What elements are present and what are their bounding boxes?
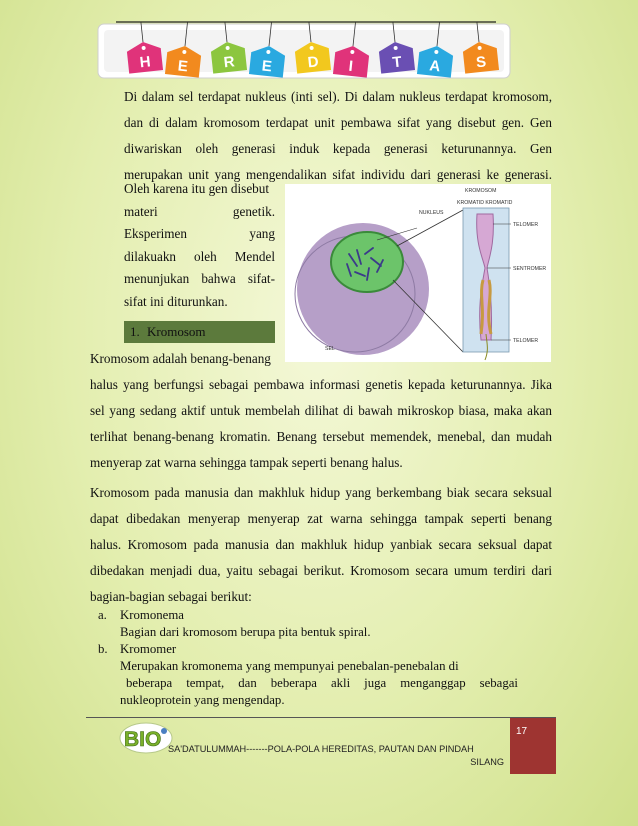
para2-line-5: bagian-bagian sebagai berikut: [90, 589, 252, 604]
tag-letter: A [428, 57, 442, 76]
para1-line-5: menyerap zat warna sehingga tampak seperti benang halus. [90, 455, 403, 470]
narrow-line-1: Oleh karena itu gen disebut [124, 181, 270, 196]
list-line: beberapa tempat, dan beberapa akli juga menganggap sebagai [126, 676, 518, 690]
list-item [98, 641, 518, 709]
narrow-line-5: menunjukan bahwa sifat- [124, 271, 275, 286]
para2-line-1: Kromosom pada manusia dan makhluk hidup yang berkembang biak secara seksual [90, 485, 552, 500]
tag-letter: E [176, 57, 189, 76]
list-line: Bagian dari kromosom berupa pita bentuk spiral. [120, 625, 371, 639]
para1-line-2: halus yang berfungsi sebagai pembawa informasi genetis kepada keturunannya. Jika [90, 377, 552, 392]
tag-letter: D [306, 53, 320, 72]
list-item [98, 607, 518, 641]
list-title-kromonema: Kromonema [120, 608, 184, 622]
heading-number: 1. [130, 324, 140, 339]
heading-label: Kromosom [147, 324, 206, 339]
intro-line-3 [124, 136, 552, 162]
logo-dot [161, 728, 167, 734]
list-title-kromomer: Kromomer [120, 642, 177, 656]
label-nukleus: NUKLEUS [419, 210, 444, 216]
kromosom-parts-list [98, 607, 518, 709]
para2-line-4: dibedakan menjadi dua, yaitu sebagai berikut. Kromosom secara umum terdiri dari [90, 563, 552, 578]
tag-letter: H [138, 53, 152, 72]
label-kromatid: KROMATID KROMATID [457, 200, 513, 206]
chromosome-diagram [285, 184, 551, 362]
narrow-line-2: materi genetik. [124, 203, 275, 219]
intro-text-2: dan di dalam kromosom terdapat unit pembawa sifat yang disebut gen. Gen [124, 115, 552, 130]
intro-text-1: Di dalam sel terdapat nukleus (inti sel). Di dalam nukleus terdapat kromosom, [124, 89, 552, 104]
intro-line-2 [124, 110, 552, 136]
tag-letter: T [391, 53, 403, 72]
footer-credit [168, 743, 504, 769]
narrow-line-6: sifat ini diturunkan. [124, 293, 228, 309]
tag-letter: I [347, 57, 354, 76]
bio-logo-graphic [118, 721, 174, 755]
narrow-line-3: Eksperimen yang [124, 226, 275, 241]
para2-line-3: halus. Kromosom pada manusia dan makhluk hidup yanbiak secara seksual dapat [90, 537, 552, 552]
list-line: nukleoprotein yang mengendap. [120, 693, 285, 707]
bio-logo [118, 721, 174, 755]
para1-line-4: terlihat benang-benang kromatin. Benang tersebut memendek, menebal, dan mudah [90, 429, 552, 444]
kromosom-paragraph-1 [90, 346, 552, 476]
tag-letter: R [222, 53, 236, 72]
label-sel: SEL [325, 346, 335, 352]
tag-letter: E [260, 57, 273, 76]
intro-narrow-column [124, 178, 275, 313]
nucleus [331, 232, 403, 292]
page-number: 17 [516, 726, 528, 737]
footer-rule [86, 717, 556, 718]
intro-paragraph [124, 84, 552, 188]
tag-letter: S [475, 53, 488, 72]
banner-graphic [96, 18, 512, 82]
list-body-a [120, 607, 518, 641]
logo-text: BIO [124, 728, 162, 751]
label-telomer-top: TELOMER [513, 222, 539, 228]
intro-text-3: diwariskan oleh generasi induk kepada generasi keturunannya. Gen [124, 141, 552, 156]
para1-line-1: Kromosom adalah benang-benang [90, 351, 271, 366]
intro-text-4: merupakan unit yang mengendalikan sifat individu dari generasi ke generasi. [124, 167, 552, 182]
footer-line-1: SA'DATULUMMAH-------POLA-POLA HEREDITAS, PAUTAN DAN PINDAH [168, 744, 474, 754]
page-number-box [510, 718, 556, 774]
footer-line-2: SILANG [470, 757, 504, 767]
para2-line-2: dapat dibedakan menyerap menyerap zat warna sehingga tampak seperti benang [90, 511, 552, 526]
list-line: Merupakan kromonema yang mempunyai penebalan-penebalan di [120, 659, 459, 673]
section-heading-kromosom [124, 321, 275, 343]
kromosom-paragraph-2 [90, 480, 552, 610]
para1-line-3: sel yang sedang aktif untuk membelah dilihat di bawah mikroskop biasa, maka akan [90, 403, 552, 418]
narrow-line-4: dilakuakn oleh Mendel [124, 248, 275, 264]
label-kromosom: KROMOSOM [465, 188, 497, 194]
hereditas-banner [96, 18, 512, 82]
list-marker-b: b. [98, 642, 108, 656]
label-sentromer: SENTROMER [513, 266, 547, 272]
chromosome-figure [285, 184, 551, 362]
list-body-b [120, 641, 518, 709]
list-marker-a: a. [98, 608, 107, 622]
label-telomer-bottom: TELOMER [513, 338, 539, 344]
intro-line-1 [124, 84, 552, 110]
